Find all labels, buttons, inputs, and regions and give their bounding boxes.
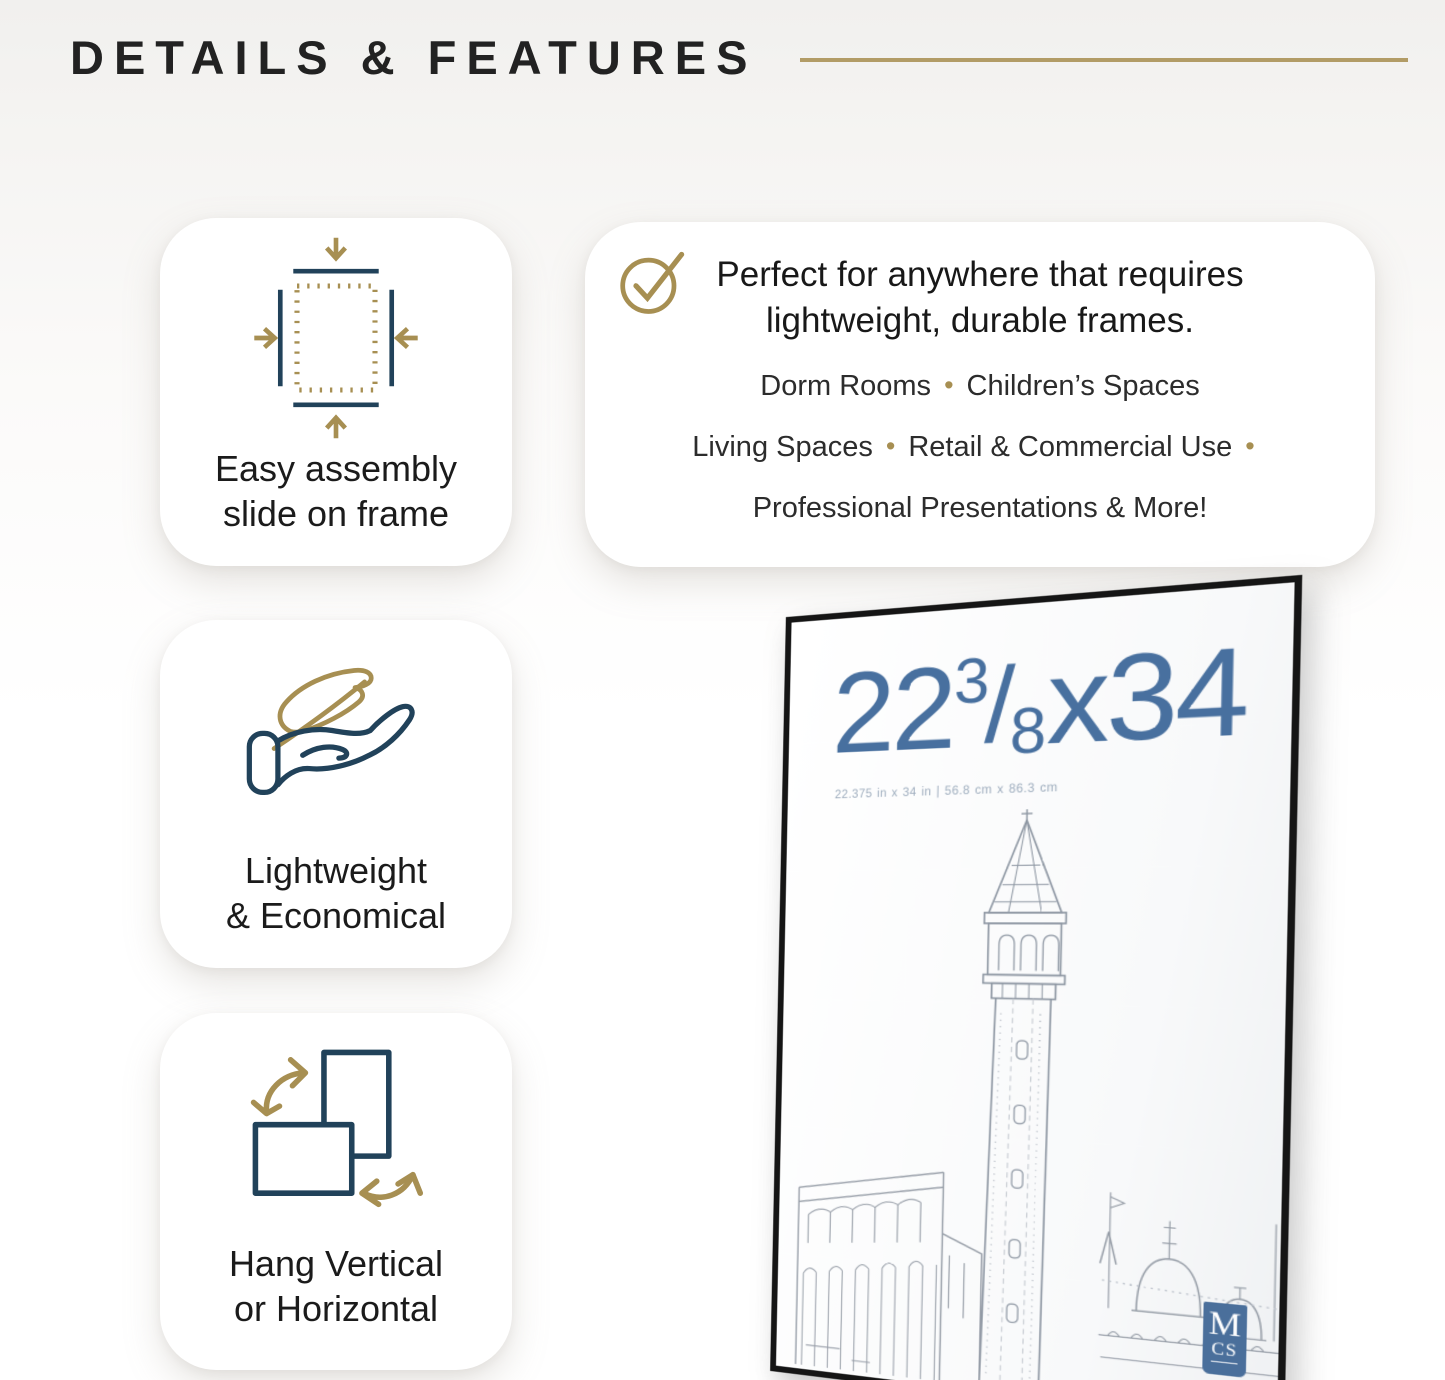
feather-in-hand-icon — [236, 642, 436, 838]
dimensions-caption: 22.375 in x 34 in | 56.8 cm x 86.3 cm — [834, 781, 1058, 802]
feature-card-lightweight — [160, 620, 512, 968]
feature-card-label — [215, 446, 457, 536]
bullet-dot: • — [944, 370, 954, 400]
feature-card-label — [229, 1241, 443, 1331]
feature-card-hang-orientation — [160, 1013, 512, 1370]
feature-label-line1: Hang Vertical — [228, 1243, 444, 1284]
feature-label-line2: or Horizontal — [233, 1288, 439, 1329]
benefits-card — [585, 222, 1375, 567]
badge-letter-m: M — [1208, 1304, 1242, 1345]
size-fraction-slash: / — [983, 644, 1017, 766]
black-picture-frame — [770, 575, 1302, 1380]
size-whole: 22 — [831, 641, 955, 778]
mcs-brand-badge — [1202, 1301, 1247, 1377]
feature-label-line2: & Economical — [225, 895, 447, 936]
usage-text: Children’s Spaces — [966, 370, 1200, 402]
frame-paper-insert — [776, 582, 1295, 1380]
usage-text: Dorm Rooms — [760, 370, 932, 402]
bullet-dot: • — [885, 431, 896, 461]
benefits-heading-line1: Perfect for anywhere that requires — [716, 255, 1244, 294]
usage-line — [621, 356, 1339, 417]
usage-lines — [621, 356, 1339, 539]
feature-label-line2: slide on frame — [222, 493, 450, 534]
usage-text: Living Spaces — [692, 431, 873, 463]
feature-card-easy-assembly — [160, 218, 512, 566]
usage-line — [621, 478, 1339, 539]
benefits-heading-line2: lightweight, durable frames. — [766, 301, 1194, 340]
feature-card-label — [226, 848, 446, 938]
feature-label-line1: Easy assembly — [214, 448, 458, 489]
frame-size-text — [831, 620, 1248, 778]
page-title: DETAILS & FEATURES — [70, 31, 758, 84]
usage-line — [621, 417, 1339, 478]
venice-campanile-sketch-image — [782, 802, 1293, 1380]
usage-text: Professional Presentations & More! — [752, 492, 1208, 524]
size-suffix: x34 — [1045, 620, 1248, 770]
bullet-dot: • — [1245, 431, 1255, 461]
rotate-orientation-icon — [238, 1035, 434, 1231]
frame-slide-assembly-icon — [250, 240, 422, 436]
gold-divider-line — [800, 58, 1408, 62]
benefits-heading — [621, 252, 1339, 344]
badge-rule — [1211, 1361, 1238, 1365]
framed-print-photo — [778, 617, 1248, 1371]
size-fraction-denominator: 8 — [1009, 694, 1048, 768]
usage-text: Retail & Commercial Use — [908, 431, 1233, 463]
feature-label-line1: Lightweight — [244, 850, 428, 891]
check-circle-icon — [617, 244, 693, 320]
size-fraction-numerator: 3 — [953, 644, 991, 718]
badge-letters-cs: CS — [1211, 1339, 1238, 1362]
